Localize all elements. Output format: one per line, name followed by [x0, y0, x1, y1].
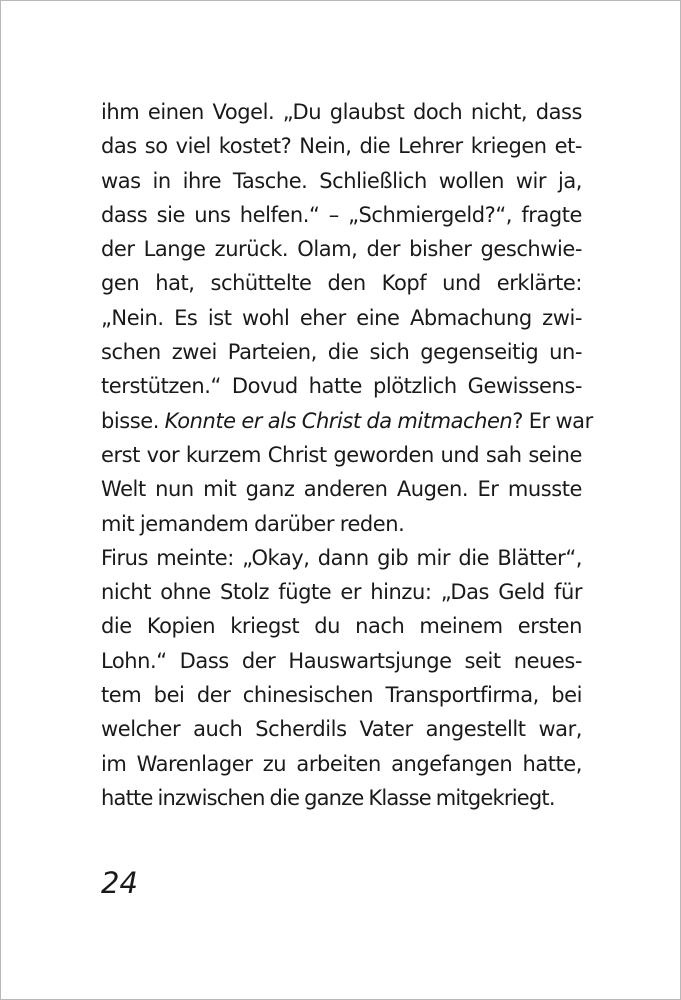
text-line: Firus meinte: „Okay, dann gib mir die Blätter“,	[101, 545, 582, 570]
text-line: der Lange zurück. Olam, der bisher geschwie-	[101, 237, 582, 262]
text-line: was in ihre Tasche. Schließlich wollen wir ja,	[101, 168, 582, 193]
text-line: ihm einen Vogel. „Du glaubst doch nicht, dass	[101, 100, 582, 124]
text-line: Lohn.“ Dass der Hauswartsjunge seit neues-	[101, 648, 582, 673]
text-line: das so viel kostet? Nein, die Lehrer kriegen et-	[101, 134, 582, 159]
text-line: terstützen.“ Dovud hatte plötzlich Gewissens-	[101, 374, 582, 399]
text-line: im Warenlager zu arbeiten angefangen hatte,	[101, 751, 582, 776]
body-text	[101, 95, 593, 815]
page-number: 24	[101, 866, 138, 900]
text-line: Welt nun mit ganz anderen Augen. Er musste	[101, 477, 582, 502]
text-run: bisse.	[101, 408, 165, 433]
text-line: schen zwei Parteien, die sich gegenseitig un-	[101, 340, 582, 365]
text-line: „Nein. Es ist wohl eher eine Abmachung zwi-	[101, 305, 582, 330]
text-run: ? Er war	[512, 408, 593, 433]
text-line: dass sie uns helfen.“ – „Schmiergeld?“, fragte	[101, 202, 582, 227]
text-line: mit jemandem darüber reden.	[101, 511, 405, 536]
text-line: welcher auch Scherdils Vater angestellt war,	[101, 717, 582, 742]
text-line: gen hat, schüttelte den Kopf und erklärte:	[101, 271, 582, 296]
text-line-italic	[101, 404, 593, 438]
text-line: erst vor kurzem Christ geworden und sah seine	[101, 442, 582, 467]
text-line: tem bei der chinesischen Transportfirma, bei	[101, 683, 582, 708]
text-line: nicht ohne Stolz fügte er hinzu: „Das Geld für	[101, 580, 582, 605]
text-line: hatte inzwischen die ganze Klasse mitgekriegt.	[101, 785, 555, 810]
italic-thought: Konnte er als Christ da mitmachen	[164, 408, 513, 433]
text-line: die Kopien kriegst du nach meinem ersten	[101, 614, 582, 639]
